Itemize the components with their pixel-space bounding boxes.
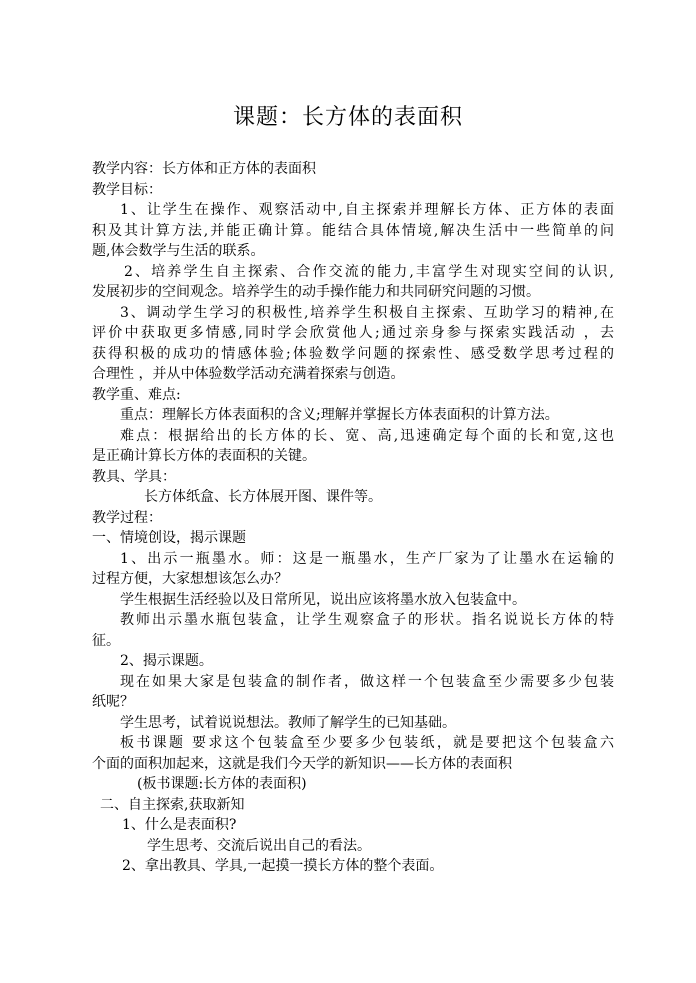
text-line: 二、自主探索,获取新知 bbox=[100, 796, 245, 813]
text-line: 学生思考、交流后说出自己的看法。 bbox=[147, 837, 371, 854]
text-line: 3、调动学生学习的积极性,培养学生积极自主探索、互助学习的精神,在 bbox=[120, 304, 614, 321]
text-line: 长方体纸盒、长方体展开图、课件等。 bbox=[144, 489, 382, 505]
text-line: 征。 bbox=[92, 632, 120, 649]
text-line: 教师出示墨水瓶包装盒，让学生观察盒子的形状。指名说说长方体的特 bbox=[120, 612, 614, 628]
text-line: 合理性 ，并从中体验数学活动充满着探索与创造。 bbox=[92, 366, 405, 382]
text-line: 积及其计算方法,并能正确计算。能结合具体情境,解决生活中一些简单的问 bbox=[92, 222, 614, 239]
text-line: 一、情境创设，揭示课题 bbox=[92, 530, 246, 546]
text-line: 1、出示一瓶墨水。师：这是一瓶墨水，生产厂家为了让墨水在运输的 bbox=[120, 550, 614, 567]
text-line: 学生思考，试着说说想法。教师了解学生的已知基础。 bbox=[120, 714, 456, 731]
page-title: 课题：长方体的表面积 bbox=[232, 105, 463, 130]
text-line: 教学内容：长方体和正方体的表面积 bbox=[92, 161, 316, 177]
text-line: 教学重、难点: bbox=[92, 386, 181, 403]
text-line: 评价中获取更多情感,同时学会欣赏他人;通过亲身参与探索实践活动 ，去 bbox=[92, 325, 614, 341]
text-line: 学生根据生活经验以及日常所见，说出应该将墨水放入包装盒中。 bbox=[120, 591, 526, 608]
text-line: 重点：理解长方体表面积的含义;理解并掌握长方体表面积的计算方法。 bbox=[120, 407, 559, 423]
text-line: 难点：根据给出的长方体的长、宽、高,迅速确定每个面的长和宽,这也 bbox=[120, 427, 614, 444]
text-line: 1、什么是表面积? bbox=[122, 817, 237, 833]
text-line: 发展初步的空间观念。培养学生的动手操作能力和共同研究问题的习惯。 bbox=[92, 284, 540, 300]
text-line: 题,体会数学与生活的联系。 bbox=[92, 243, 265, 259]
text-line: 现在如果大家是包装盒的制作者，做这样一个包装盒至少需要多少包装 bbox=[120, 673, 614, 690]
text-line: 过程方便，大家想想该怎么办？ bbox=[92, 571, 288, 587]
text-line: 是正确计算长方体的表面积的关键。 bbox=[92, 448, 316, 464]
text-line: 1、让学生在操作、观察活动中,自主探索并理解长方体、正方体的表面 bbox=[120, 202, 614, 218]
document-body bbox=[92, 159, 614, 877]
text-line: (板书课题:长方体的表面积) bbox=[137, 776, 307, 792]
text-line: 教学目标： bbox=[92, 181, 162, 198]
text-line: 2、揭示课题。 bbox=[120, 653, 213, 669]
text-line: 纸呢？ bbox=[92, 694, 134, 710]
text-line: 2、拿出教具、学具,一起摸一摸长方体的整个表面。 bbox=[122, 858, 444, 874]
text-line: 个面的面积加起来，这就是我们今天学的新知识——长方体的表面积 bbox=[92, 755, 512, 772]
text-line: 2、培养学生自主探索、合作交流的能力,丰富学生对现实空间的认识, bbox=[124, 263, 614, 280]
text-line: 教学过程： bbox=[92, 509, 162, 526]
text-line: 板书课题 要求这个包装盒至少要多少包装纸，就是要把这个包装盒六 bbox=[120, 735, 614, 751]
text-line: 获得积极的成功的情感体验;体验数学问题的探索性、感受数学思考过程的 bbox=[92, 345, 614, 362]
text-line: 教具、学具： bbox=[92, 468, 176, 485]
